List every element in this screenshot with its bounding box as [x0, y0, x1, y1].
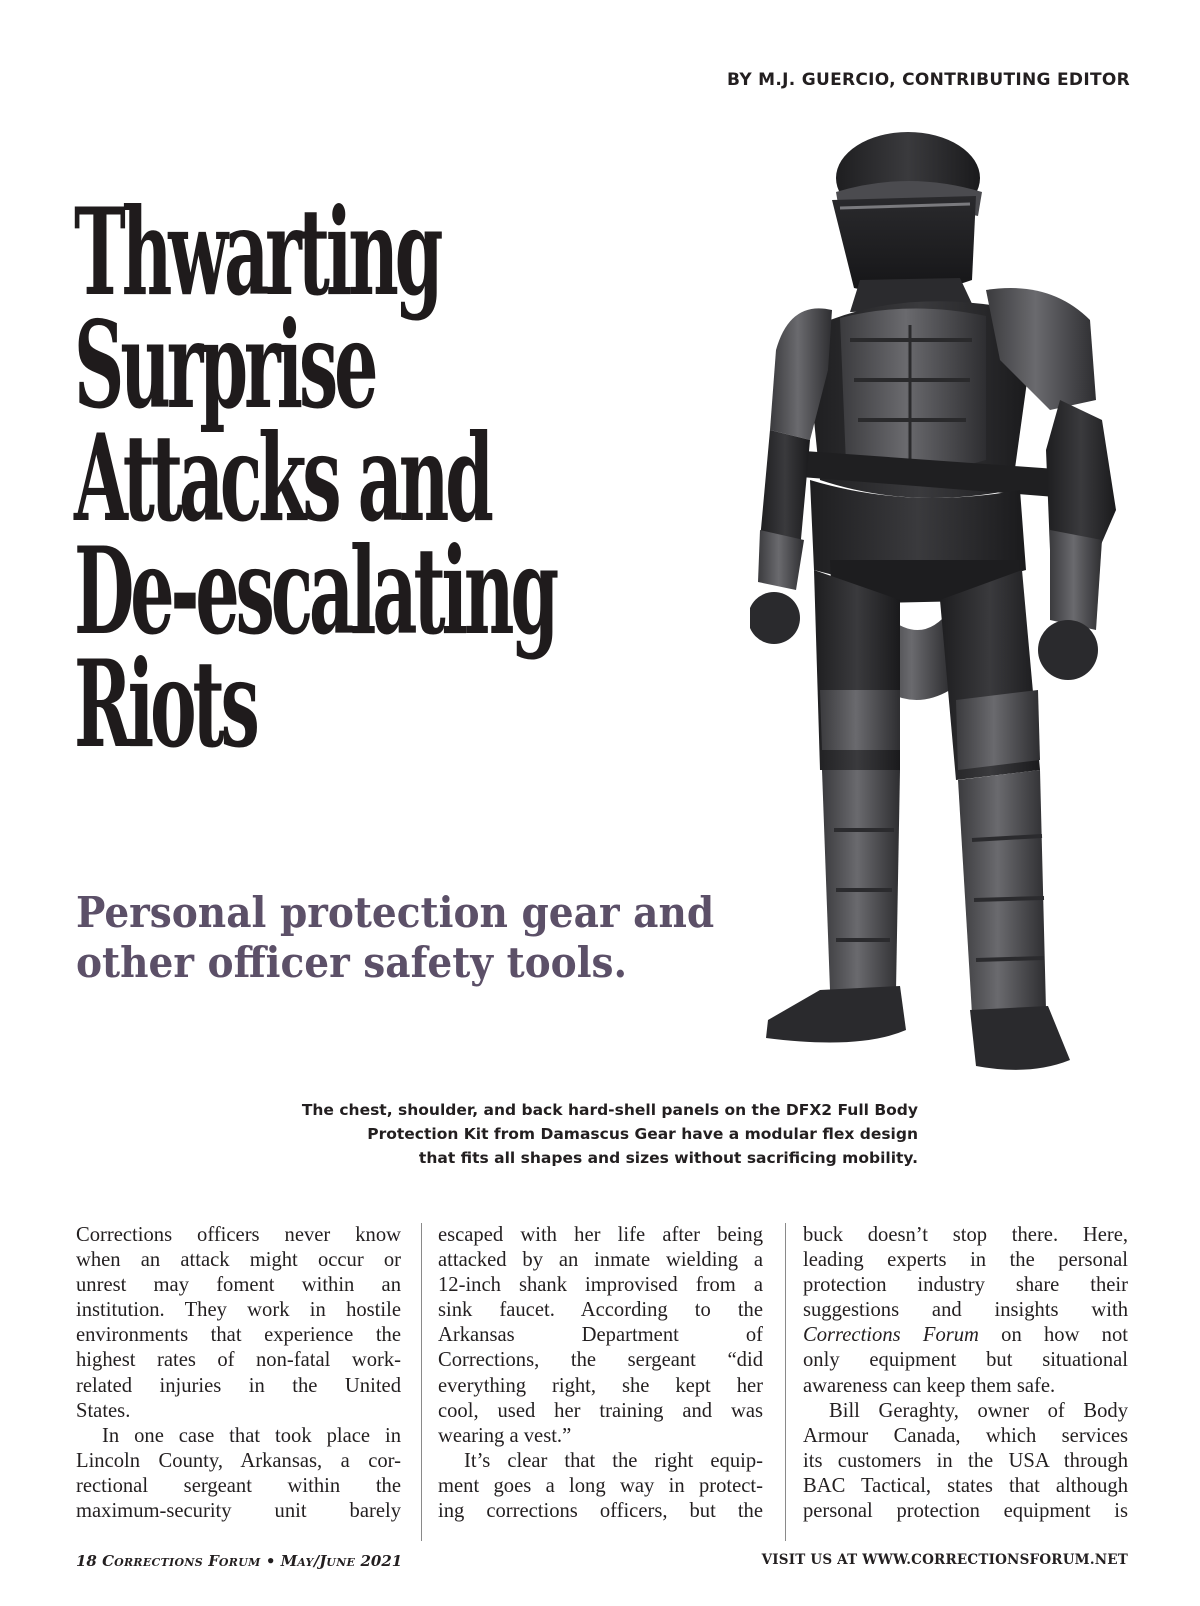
body-line: unrest may foment within an [76, 1274, 401, 1297]
footer-website: VISIT US AT WWW.CORRECTIONSFORUM.NET [761, 1552, 1128, 1568]
publication-name: CORRECTIONS FORUM [102, 1552, 261, 1570]
headline-line: Attacks and [74, 408, 490, 549]
headline-line: Thwarting [74, 182, 440, 323]
body-column-3 [803, 1223, 1128, 1541]
headline [74, 182, 556, 775]
riot-gear-photo [750, 130, 1150, 1080]
body-line: protection industry share their [803, 1274, 1128, 1297]
body-line: its customers in the USA through [803, 1449, 1128, 1472]
issue-date: MAY/JUNE 2021 [280, 1552, 403, 1570]
body-text-fragment: on how not [978, 1324, 1128, 1347]
body-line: rectional sergeant within the [76, 1474, 401, 1497]
body-line: Arkansas Department of [438, 1324, 763, 1347]
body-line: 12-inch shank improvised from a [438, 1274, 763, 1297]
body-line: related injuries in the United [76, 1374, 401, 1397]
body-line: when an attack might occur or [76, 1249, 401, 1272]
article-body [76, 1223, 1128, 1541]
body-line: awareness can keep them safe. [803, 1374, 1056, 1397]
body-line: personal protection equipment is [803, 1500, 1128, 1523]
body-line [803, 1323, 1128, 1348]
body-line: sink faucet. According to the [438, 1299, 763, 1322]
body-line: institution. They work in hostile [76, 1299, 401, 1322]
body-line: Corrections officers never know [76, 1224, 401, 1246]
deck-line: other officer safety tools. [76, 938, 628, 987]
headline-line: De-escalating [74, 521, 556, 662]
body-line: Armour Canada, which services [803, 1424, 1128, 1447]
deck-line: Personal protection gear and [76, 888, 715, 937]
body-line: wearing a vest.” [438, 1424, 572, 1447]
body-column-1 [76, 1223, 401, 1541]
footer-folio [76, 1552, 402, 1570]
body-line: In one case that took place in [102, 1424, 401, 1447]
page-number: 18 [76, 1552, 97, 1570]
deck-subtitle [76, 888, 715, 988]
body-line: Corrections, the sergeant “did [438, 1349, 763, 1372]
column-divider [785, 1223, 786, 1541]
body-column-2 [438, 1223, 763, 1541]
body-line: buck doesn’t stop there. Here, [803, 1224, 1128, 1246]
helmet-shape [832, 132, 982, 293]
body-line: States. [76, 1399, 131, 1422]
headline-line: Surprise [74, 295, 375, 436]
caption-line: The chest, shoulder, and back hard-shell panels on the DFX2 Full Body [301, 1101, 918, 1119]
caption-line: that fits all shapes and sizes without sacrificing mobility. [418, 1149, 918, 1167]
body-line: BAC Tactical, states that although [803, 1474, 1128, 1497]
body-line: attacked by an inmate wielding a [438, 1249, 763, 1272]
body-line: suggestions and insights with [803, 1299, 1128, 1322]
photo-caption [278, 1098, 918, 1170]
body-line: ing corrections officers, but the [438, 1500, 763, 1523]
body-line: highest rates of non-fatal work- [76, 1349, 401, 1372]
body-line: environments that experience the [76, 1324, 401, 1347]
caption-line: Protection Kit from Damascus Gear have a modular flex design [367, 1125, 918, 1143]
body-line: It’s clear that the right equip- [464, 1449, 763, 1472]
body-line: Lincoln County, Arkansas, a cor- [76, 1449, 401, 1472]
body-line: leading experts in the personal [803, 1249, 1128, 1272]
footer-separator: • [265, 1552, 276, 1570]
body-line: maximum-security unit barely [76, 1500, 401, 1523]
body-line: ment goes a long way in protect- [438, 1474, 763, 1497]
body-line: escaped with her life after being [438, 1224, 763, 1246]
body-line: only equipment but situational [803, 1349, 1128, 1372]
byline: BY M.J. GUERCIO, CONTRIBUTING EDITOR [727, 70, 1130, 90]
headline-line: Riots [74, 634, 256, 775]
column-divider [421, 1223, 422, 1541]
body-line: cool, used her training and was [438, 1399, 763, 1422]
publication-name-italic: Corrections Forum [803, 1324, 979, 1347]
body-line: Bill Geraghty, owner of Body [829, 1399, 1128, 1422]
body-line: everything right, she kept her [438, 1374, 763, 1397]
